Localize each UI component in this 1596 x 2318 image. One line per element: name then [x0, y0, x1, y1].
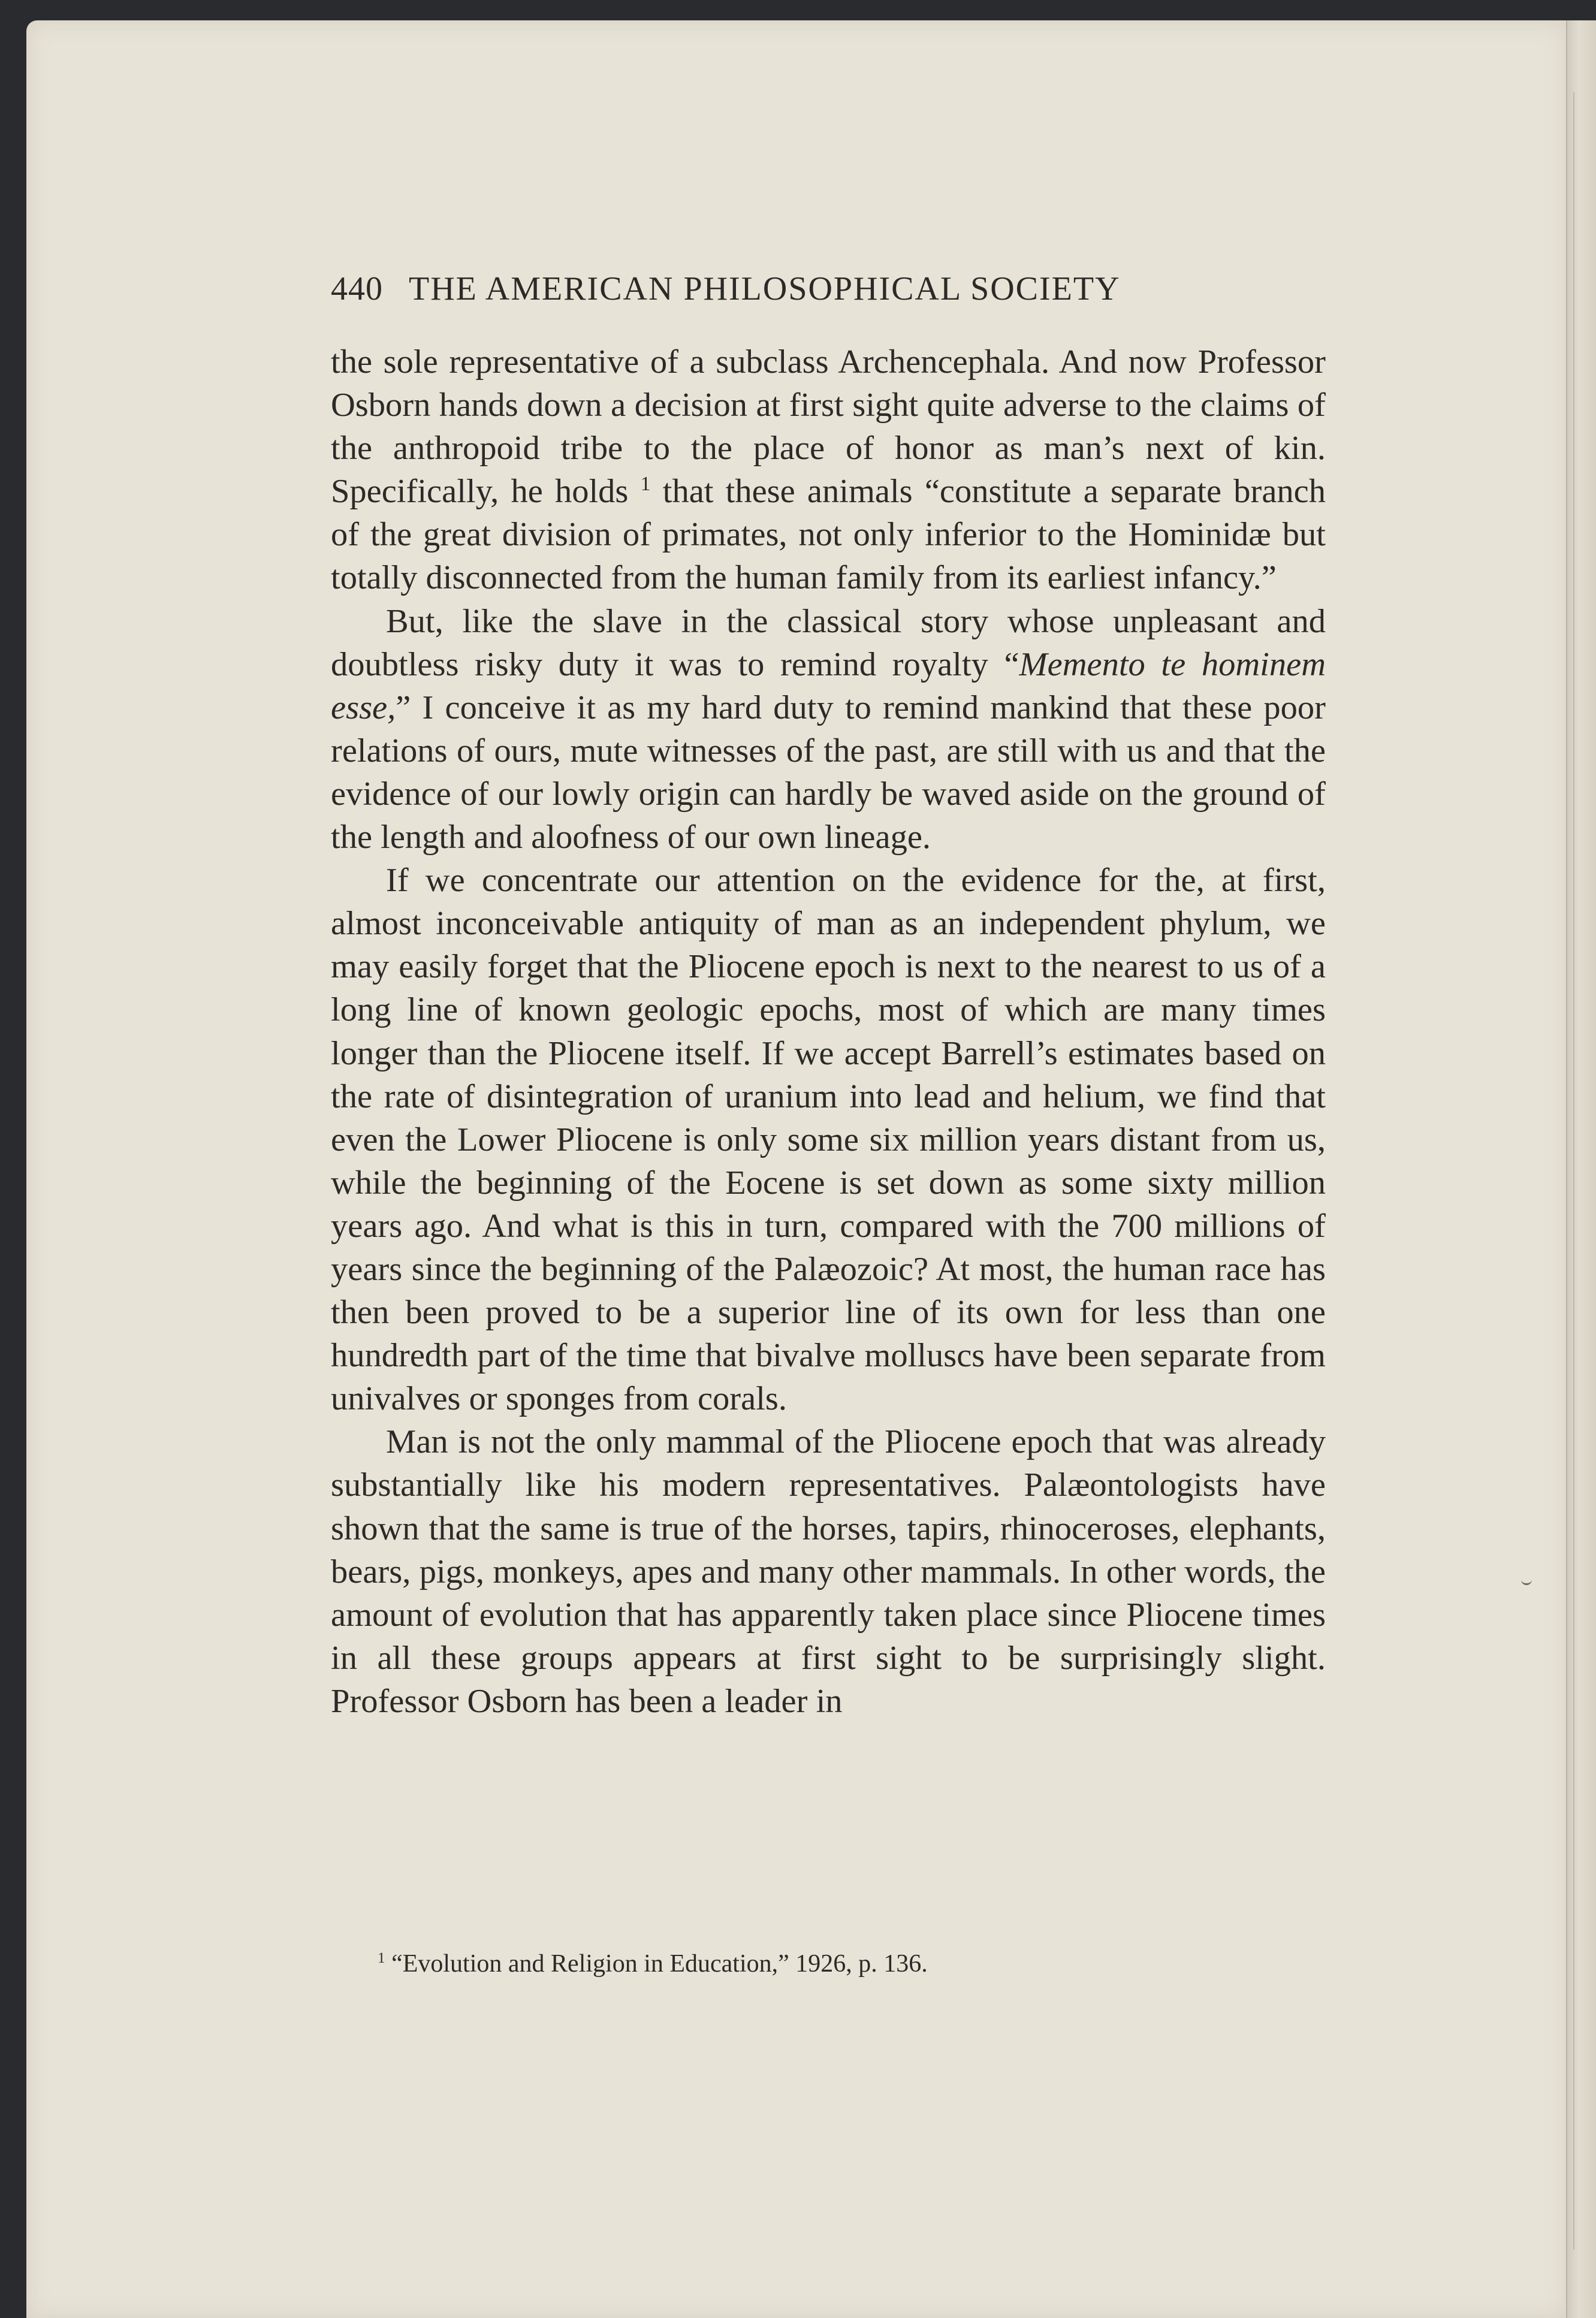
- text-segment: If we concentrate our attention on the evidence for the, at first, almost inconceivable antiquity of man as an independent phylum, we may easily forget that the Pliocene epoch is next to the nearest to us of a long line of known geologic epochs, most of which are many times longer than the Pliocene itself. If we accept Barrell’s estimates based on the rate of disintegration of uranium into lead and helium, we find that even the Lower Pliocene is only some six million years distant from us, while the beginning of the Eocene is set down as some sixty million years ago. And what is this in turn, compared with the 700 millions of years since the beginning of the Palæozoic? At most, the human race has then been proved to be a superior line of its own for less than one hundredth part of the time that bivalve molluscs have been separate from univalves or sponges from corals.: [331, 862, 1326, 1418]
- footnote-text: “Evolution and Religion in Education,” 1926, p. 136.: [385, 1950, 928, 1978]
- page-edge-rule: [1573, 92, 1574, 2250]
- page-number: 440: [331, 270, 383, 307]
- text-segment: But, like the slave in the classical story whose unpleasant and doubtless risky duty it was to remind royalty “: [331, 602, 1326, 683]
- text-segment: the sole representative of a subclass Archencephala. And now Professor Osborn hands down a decision at first sight quite adverse to the claims of the anthropoid tribe to the place of honor as man’s next of kin. Specifically, he holds: [331, 343, 1326, 511]
- footnote-reference: 1: [640, 473, 651, 496]
- page-edge: [1566, 20, 1596, 2318]
- paragraph: [331, 859, 1326, 1420]
- running-title: THE AMERICAN PHILOSOPHICAL SOCIETY: [409, 270, 1121, 307]
- footnote-marker: 1: [378, 1950, 385, 1966]
- running-header: [331, 270, 1328, 308]
- body-text: [331, 340, 1326, 1723]
- paragraph: [331, 340, 1326, 600]
- text-segment: Man is not the only mammal of the Pliocene epoch that was already substantially like his modern representatives. Palæontologists have shown that the same is true of the horses, tapirs, rhinoceroses, elephants, bears, pigs, monkeys, apes and many other mammals. In other words, the amount of evolution that has apparently taken place since Pliocene times in all these groups appears at first sight to be surprisingly slight. Professor Osborn has been a leader in: [331, 1423, 1326, 1720]
- paragraph: [331, 1420, 1326, 1723]
- text-segment: that these animals “constitute a separate branch of the great division of primates, not only inferior to the Hominidæ but totally disconnected from the human family from its earliest infancy.”: [331, 473, 1326, 597]
- footnote: [378, 1949, 1336, 1979]
- paragraph: [331, 600, 1326, 859]
- text-segment: ” I conceive it as my hard duty to remind mankind that these poor relations of ours, mute witnesses of the past, are still with us and that the evidence of our lowly origin can hardly be waved aside on the ground of the length and aloofness of our own lineage.: [331, 689, 1326, 856]
- italic-phrase: Memento te hominem esse,: [331, 645, 1326, 726]
